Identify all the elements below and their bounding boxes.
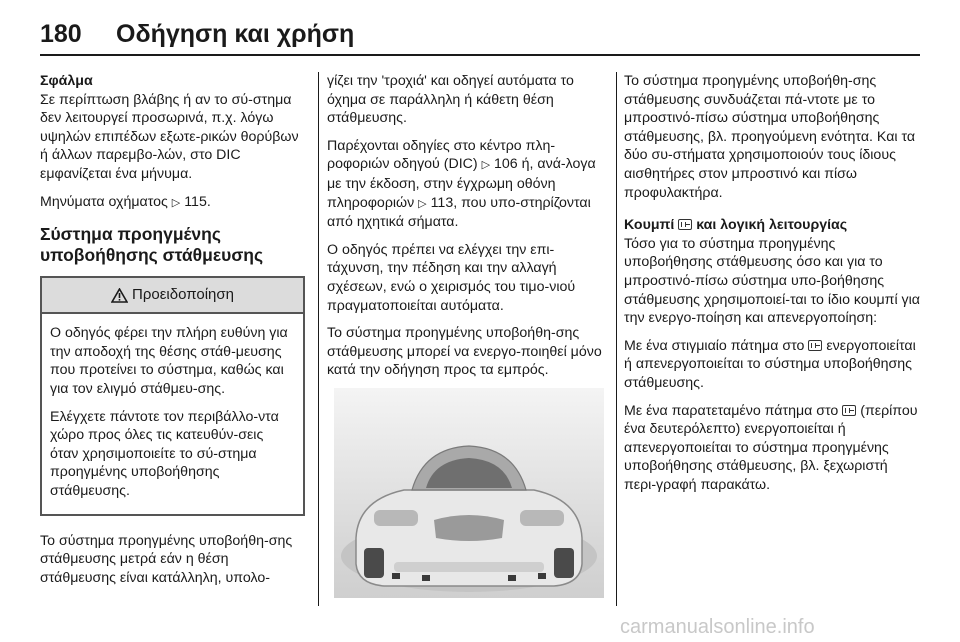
- warning-triangle-icon: [111, 288, 128, 303]
- warning-header: [42, 278, 303, 314]
- messages-ref: 115.: [184, 193, 211, 210]
- section-title: Σύστημα προηγμένης υποβοήθησης στάθμευσης: [40, 224, 264, 266]
- warning-title: Προειδοποίηση: [132, 285, 234, 303]
- page-number: 180: [40, 19, 82, 48]
- column-right: [624, 72, 920, 503]
- page-title: Οδήγηση και χρήση: [116, 19, 355, 48]
- fault-text: Σε περίπτωση βλάβης ή αν το σύ-στημα δεν λειτουργεί προσωρινά, π.χ. λόγω υψηλών επιπέδων εξωτε-ρικών θορύβων ή άλλων παρεμβο-λών, στο DIC εμφανίζεται ένα μήνυμα.: [40, 91, 299, 182]
- page-ref-icon: ▷: [418, 197, 427, 210]
- warning-box: [40, 276, 305, 515]
- warning-paragraph: Ο οδηγός φέρει την πλήρη ευθύνη για την αποδοχή της θέσης στάθ-μευσης που προτείνει το σύστημα, καθώς και για τον ελιγμό στάθμευ-σης.: [50, 325, 288, 397]
- paragraph: Ο οδηγός πρέπει να ελέγχει την επι-τάχυνση, την πέδηση και την αλλαγή σχέσεων, ενώ ο χειρισμός του τιμο-νιού πραγματοποιείται αυτόματα.: [327, 241, 576, 314]
- page-ref-icon: ▷: [171, 196, 181, 209]
- paragraph-text: Με ένα παρατεταμένο πάτημα στο: [624, 402, 839, 419]
- page-header: [40, 14, 920, 56]
- paragraph-text: Με ένα στιγμιαίο πάτημα στο: [624, 337, 805, 354]
- messages-text: Μηνύματα οχήματος: [40, 193, 168, 210]
- paragraph: γίζει την 'τροχιά' και οδηγεί αυτόματα το όχημα σε παράλληλη ή κάθετη θέση στάθμευσης.: [327, 73, 574, 127]
- parking-assist-button-icon: [842, 405, 856, 416]
- page-ref-icon: ▷: [481, 159, 491, 172]
- paragraph: Το σύστημα προηγμένης υποβοήθη-σης στάθμευσης μπορεί να ενεργο-ποιηθεί μόνο κατά την οδήγηση προς τα εμπρός.: [327, 325, 602, 379]
- subheading-text: και λογική λειτουργίας: [696, 217, 848, 234]
- column-divider: [616, 72, 617, 606]
- paragraph-text: ενεργοποιείται ή απενεργοποιείται το σύστημα υποβοήθησης στάθμευσης.: [624, 337, 916, 391]
- column-divider: [318, 72, 319, 606]
- paragraph-text: (περίπου ένα δευτερόλεπτο) ενεργοποιείται ή απενεργοποιείται το σύστημα προηγμένης υποβοήθησης στάθμευσης, βλ. ξεχωριστή περι-γραφή παρακάτω.: [624, 402, 918, 493]
- paragraph-text: 113, που υπο-στηρίζονται από ηχητικά σήματα.: [327, 194, 591, 231]
- fault-heading: Σφάλμα: [40, 73, 93, 89]
- paragraph-text: Παρέχονται οδηγίες στο κέντρο πλη-ροφοριών οδηγού (DIC): [327, 137, 556, 173]
- paragraph: Το σύστημα προηγμένης υποβοήθη-σης στάθμευσης συνδυάζεται πά-ντοτε με το μπροστινό-πίσω σύστημα υποβοήθησης στάθμευσης, βλ. προηγούμενη ενότητα. Και τα δύο συ-στήματα χρησιμοποιούν τους ίδιους αισθητήρες στον μπροστινό και πίσω προφυλακτήρα.: [624, 73, 916, 201]
- parking-assist-button-icon: [678, 219, 692, 230]
- parking-sensors-figure: [334, 388, 604, 598]
- paragraph-text: Τόσο για το σύστημα προηγμένης υποβοήθησης στάθμευσης όσο και για το μπροστινό-πίσω σύστημα υπο-βοήθησης στάθμευσης χρησιμοποιεί-ται το ίδιο κουμπί για την ενεργο-ποίηση και απενεργοποίηση:: [624, 235, 920, 327]
- warning-body: [42, 314, 303, 513]
- watermark: carmanualsonline.info: [620, 616, 815, 638]
- paragraph: Το σύστημα προηγμένης υποβοήθη-σης στάθμευσης μετρά εάν η θέση στάθμευσης είναι κατάλληλη, υπολο-: [40, 532, 293, 586]
- parking-assist-button-icon: [808, 340, 822, 351]
- column-middle: [327, 72, 603, 389]
- column-left: [40, 72, 305, 596]
- car-top-view-illustration: [334, 388, 604, 598]
- warning-paragraph: Ελέγχετε πάντοτε τον περιβάλλο-ντα χώρο προς όλες τις κατευθύν-σεις όταν χρησιμοποιείτε το σύ-στημα προηγμένης υποβοήθησης στάθμευσης.: [50, 408, 279, 499]
- paragraph-text: 106 ή, ανά-λογα με την έκδοση, στην έγχρωμη οθόνη πληροφοριών: [327, 156, 596, 211]
- subheading-text: Κουμπί: [624, 217, 675, 234]
